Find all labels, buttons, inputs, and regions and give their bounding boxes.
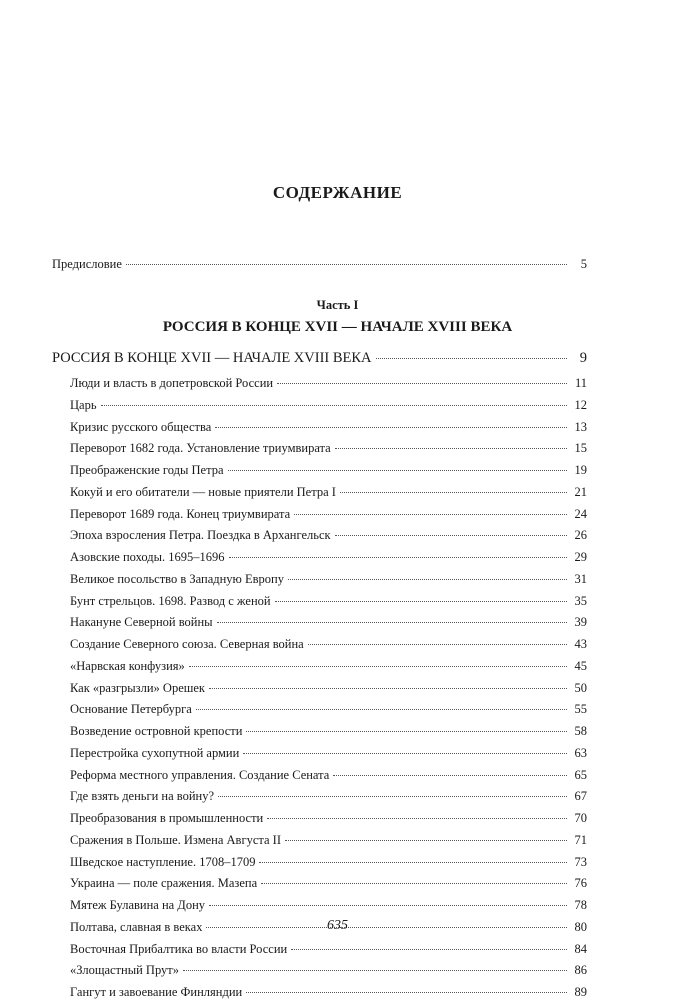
toc-entry-label: Восточная Прибалтика во власти России xyxy=(70,941,288,956)
toc-entry-label: Переворот 1682 года. Установление триумвирата xyxy=(70,441,331,456)
toc-entry[interactable] xyxy=(70,960,587,982)
toc-entry-label: Люди и власть в допетровской России xyxy=(70,376,274,390)
toc-entry-label: Переворот 1689 года. Конец триумвирата xyxy=(70,506,291,521)
toc-entry[interactable] xyxy=(70,699,587,721)
dot-leader xyxy=(277,382,567,384)
toc-entry-label: Шведское наступление. 1708–1709 xyxy=(70,854,256,869)
dot-leader xyxy=(340,491,567,493)
toc-entry-label: Как «разгрызли» Орешек xyxy=(70,680,205,695)
dot-leader xyxy=(333,774,567,776)
toc-entry-label: Кризис русского общества xyxy=(70,419,212,434)
toc-entry[interactable] xyxy=(70,547,587,569)
dot-leader xyxy=(217,621,567,623)
toc-entry-label: Гангут и завоевание Финляндии xyxy=(70,985,243,999)
part-label: Часть I xyxy=(316,298,359,312)
toc-entry-page: 76 xyxy=(574,876,587,891)
toc-entry-page: 11 xyxy=(574,376,587,390)
dot-leader xyxy=(101,404,567,406)
dot-leader xyxy=(228,469,567,471)
toc-entry-label: Возведение островной крепости xyxy=(70,724,243,738)
toc-section-label: РОССИЯ В КОНЦЕ XVII — НАЧАЛЕ XVIII ВЕКА xyxy=(52,350,372,366)
dot-leader xyxy=(291,948,567,950)
toc-entry-label: Великое посольство в Западную Европу xyxy=(70,571,285,586)
toc-entry[interactable] xyxy=(70,504,587,526)
toc-entry-label: Украина — поле сражения. Мазепа xyxy=(70,876,258,891)
toc-entry[interactable] xyxy=(70,939,587,961)
toc-entry[interactable] xyxy=(70,438,587,460)
toc-entry-label: Сражения в Польше. Измена Августа II xyxy=(70,832,281,847)
toc-entry[interactable] xyxy=(70,765,587,787)
toc-entry-label: Азовские походы. 1695–1696 xyxy=(70,550,225,564)
toc-entry-label: Перестройка сухопутной армии xyxy=(70,745,240,760)
dot-leader xyxy=(246,730,567,732)
toc-entry-page: 86 xyxy=(574,963,587,978)
toc-entry[interactable] xyxy=(70,852,587,874)
toc-entry-page: 63 xyxy=(574,745,587,760)
toc-section-heading[interactable] xyxy=(52,350,587,372)
toc-entry-page: 89 xyxy=(574,985,587,999)
dot-leader xyxy=(229,556,567,558)
dot-leader xyxy=(294,513,567,515)
toc-section-page: 9 xyxy=(579,350,587,366)
dot-leader xyxy=(209,904,567,906)
toc-entry-page: 78 xyxy=(574,898,587,912)
toc-entry-page: 31 xyxy=(574,571,587,586)
toc-entry-page: 35 xyxy=(574,593,587,608)
toc-entry[interactable] xyxy=(70,873,587,895)
toc-entry-label: Царь xyxy=(70,397,97,412)
dot-leader xyxy=(335,534,567,536)
toc-entry-page: 55 xyxy=(574,702,587,717)
toc-entry[interactable] xyxy=(70,525,587,547)
toc-entry-label: Мятеж Булавина на Дону xyxy=(70,898,206,912)
toc-entry-label: Предисловие xyxy=(52,257,122,271)
toc-entry[interactable] xyxy=(70,830,587,852)
toc-entry[interactable] xyxy=(70,460,587,482)
toc-entry-page: 84 xyxy=(574,941,587,956)
toc-entry[interactable] xyxy=(70,678,587,700)
page-number: 635 xyxy=(327,918,348,933)
dot-leader xyxy=(259,861,567,863)
toc-entry-page: 71 xyxy=(574,832,587,847)
dot-leader xyxy=(246,991,567,993)
toc-title: СОДЕРЖАНИЕ xyxy=(272,183,403,202)
toc-entry-page: 50 xyxy=(574,680,587,695)
toc-entry-page: 15 xyxy=(574,441,587,456)
dot-leader xyxy=(218,795,567,797)
dot-leader xyxy=(335,447,567,449)
toc-entry-label: Накануне Северной войны xyxy=(70,615,213,630)
toc-entry-list xyxy=(70,373,587,1004)
dot-leader xyxy=(267,817,567,819)
toc-entry[interactable] xyxy=(70,417,587,439)
toc-entry-page: 65 xyxy=(574,767,587,782)
toc-entry-label: Реформа местного управления. Создание Сената xyxy=(70,767,330,782)
toc-entry-page: 39 xyxy=(574,615,587,630)
toc-entry-page: 70 xyxy=(574,811,587,825)
toc-entry-label: Бунт стрельцов. 1698. Развод с женой xyxy=(70,593,271,608)
toc-entry[interactable] xyxy=(70,786,587,808)
dot-leader xyxy=(288,578,567,580)
toc-entry[interactable] xyxy=(70,721,587,743)
toc-entry[interactable] xyxy=(70,395,587,417)
toc-entry-page: 24 xyxy=(574,506,587,521)
part-title: РОССИЯ В КОНЦЕ XVII — НАЧАЛЕ XVIII ВЕКА xyxy=(162,319,513,335)
toc-entry[interactable] xyxy=(70,591,587,613)
toc-entry[interactable] xyxy=(70,743,587,765)
dot-leader xyxy=(183,969,567,971)
toc-entry[interactable] xyxy=(70,373,587,395)
toc-entry-page: 80 xyxy=(574,919,587,934)
dot-leader xyxy=(189,665,567,667)
toc-entry-label: «Злощастный Прут» xyxy=(70,963,179,978)
toc-entry-page: 73 xyxy=(574,854,587,869)
toc-entry[interactable] xyxy=(70,482,587,504)
toc-entry-label: Преображенские годы Петра xyxy=(70,463,224,477)
toc-entry-label: Кокуй и его обитатели — новые приятели Петра I xyxy=(70,484,336,499)
toc-entry-label: Создание Северного союза. Северная война xyxy=(70,637,304,651)
toc-entry-label: Полтава, славная в веках xyxy=(70,919,203,934)
dot-leader xyxy=(275,600,567,602)
toc-entry[interactable] xyxy=(70,982,587,1004)
dot-leader xyxy=(126,263,567,265)
dot-leader xyxy=(285,839,567,841)
toc-entry[interactable] xyxy=(70,656,587,678)
toc-entry-page: 45 xyxy=(574,658,587,673)
dot-leader xyxy=(215,426,567,428)
dot-leader xyxy=(308,643,567,645)
toc-entry-label: Преобразования в промышленности xyxy=(70,811,264,825)
toc-entry-page: 13 xyxy=(574,419,587,434)
toc-entry-label: Эпоха взросления Петра. Поездка в Архангельск xyxy=(70,528,331,543)
toc-entry[interactable] xyxy=(70,612,587,634)
dot-leader xyxy=(209,687,567,689)
toc-entry-page: 67 xyxy=(574,789,587,804)
toc-entry-label: «Нарвская конфузия» xyxy=(70,658,185,673)
dot-leader xyxy=(261,882,567,884)
toc-entry-page: 12 xyxy=(574,397,587,412)
dot-leader xyxy=(376,357,567,359)
toc-entry[interactable] xyxy=(70,895,587,917)
toc-entry-page: 29 xyxy=(574,550,587,564)
toc-entry-page: 43 xyxy=(574,637,587,651)
toc-entry-label: Где взять деньги на войну? xyxy=(70,789,215,804)
toc-entry-page: 26 xyxy=(574,528,587,543)
toc-entry[interactable] xyxy=(70,808,587,830)
toc-entry-preface[interactable] xyxy=(52,257,587,277)
dot-leader xyxy=(243,752,567,754)
toc-entry-page: 5 xyxy=(580,257,587,271)
toc-entry-label: Основание Петербурга xyxy=(70,702,192,717)
toc-entry-page: 58 xyxy=(574,724,587,738)
toc-entry[interactable] xyxy=(70,634,587,656)
toc-entry-page: 19 xyxy=(574,463,587,477)
dot-leader xyxy=(196,708,567,710)
toc-entry-page: 21 xyxy=(574,484,587,499)
toc-entry[interactable] xyxy=(70,569,587,591)
